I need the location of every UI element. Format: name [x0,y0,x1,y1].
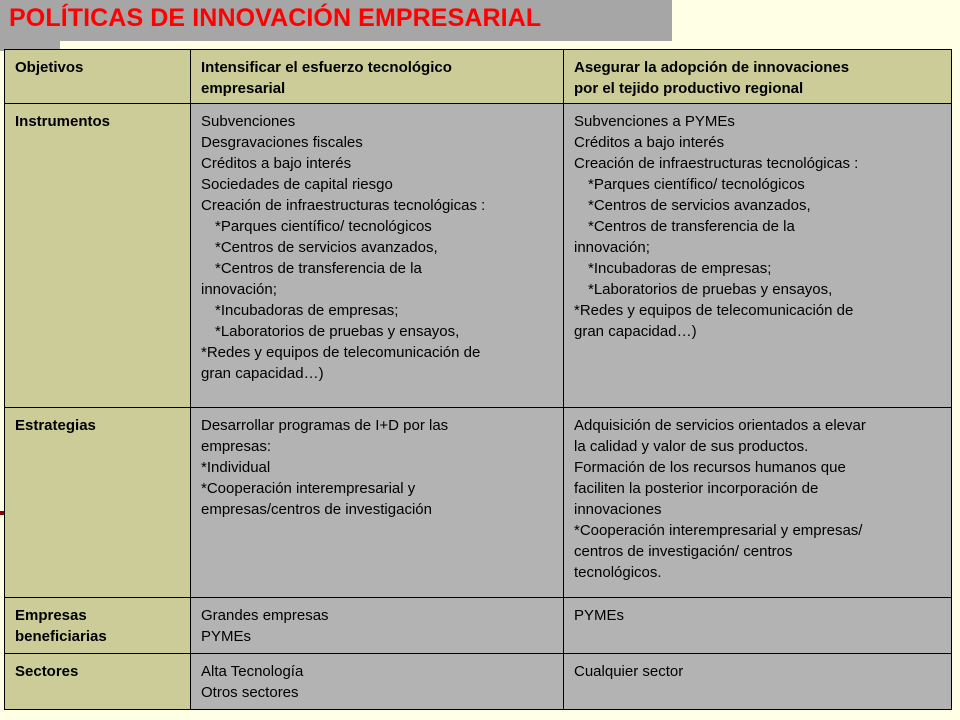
cell-line: la calidad y valor de sus productos. [574,438,809,455]
row-label-line: Sectores [15,663,79,680]
cell-line: Sociedades de capital riesgo [201,176,393,193]
cell-line: innovación; [574,239,650,256]
row-label-line: Estrategias [15,417,96,434]
cell-line: *Cooperación interempresarial y empresas/ [574,522,863,539]
cell-line: Desarrollar programas de I+D por las [201,417,449,434]
cell-line: *Parques científico/ tecnológicos [215,218,432,235]
cell-line: Creación de infraestructuras tecnológicas : [574,155,859,172]
cell-line: PYMEs [201,628,252,645]
row-label-empresas-beneficiarias [5,598,191,654]
cell-line: *Centros de servicios avanzados, [588,197,811,214]
row-label-estrategias [5,408,191,598]
header-col2 [191,50,564,104]
header-objetivos-text: Objetivos [15,59,84,76]
policy-table [4,49,952,710]
row-label-line: Empresas [15,607,87,624]
header-col2-line: empresarial [201,80,286,97]
cell-line: Grandes empresas [201,607,329,624]
cell-line: Otros sectores [201,684,299,701]
header-col3-line: por el tejido productivo regional [574,80,804,97]
cell-line: Créditos a bajo interés [201,155,352,172]
header-col3 [564,50,952,104]
header-col2-line: Intensificar el esfuerzo tecnológico [201,59,452,76]
slide-title: POLÍTICAS DE INNOVACIÓN EMPRESARIAL [9,4,542,32]
cell-line: *Laboratorios de pruebas y ensayos, [215,323,460,340]
instrumentos-col3 [564,104,952,408]
cell-line: Créditos a bajo interés [574,134,725,151]
header-col3-line: Asegurar la adopción de innovaciones [574,59,850,76]
row-label-instrumentos [5,104,191,408]
sectores-col3 [564,654,952,710]
cell-line: innovación; [201,281,277,298]
cell-line: empresas/centros de investigación [201,501,432,518]
cell-line: *Parques científico/ tecnológicos [588,176,805,193]
cell-line: *Cooperación interempresarial y [201,480,416,497]
empresas-col3 [564,598,952,654]
estrategias-col3 [564,408,952,598]
instrumentos-col2 [191,104,564,408]
cell-line: *Incubadoras de empresas; [215,302,399,319]
cell-line: gran capacidad…) [574,323,697,340]
cell-line: *Laboratorios de pruebas y ensayos, [588,281,833,298]
cell-line: gran capacidad…) [201,365,324,382]
sectores-col2 [191,654,564,710]
header-objetivos [5,50,191,104]
row-label-line: Instrumentos [15,113,111,130]
cell-line: faciliten la posterior incorporación de [574,480,819,497]
cell-line: *Centros de transferencia de la [215,260,422,277]
row-label-sectores [5,654,191,710]
cell-line: *Centros de transferencia de la [588,218,795,235]
empresas-col2 [191,598,564,654]
row-instrumentos [5,104,952,408]
cell-line: Alta Tecnología [201,663,304,680]
cell-line: innovaciones [574,501,662,518]
cell-line: *Redes y equipos de telecomunicación de [574,302,854,319]
cell-line: *Incubadoras de empresas; [588,260,772,277]
cell-line: PYMEs [574,607,625,624]
cell-line: Creación de infraestructuras tecnológicas : [201,197,486,214]
cell-line: Cualquier sector [574,663,684,680]
header-row [5,50,952,104]
cell-line: Desgravaciones fiscales [201,134,363,151]
cell-line: empresas: [201,438,272,455]
row-sectores [5,654,952,710]
cell-line: *Redes y equipos de telecomunicación de [201,344,481,361]
cell-line: Formación de los recursos humanos que [574,459,846,476]
cell-line: *Centros de servicios avanzados, [215,239,438,256]
row-estrategias [5,408,952,598]
row-label-line: beneficiarias [15,628,107,645]
cell-line: *Individual [201,459,271,476]
cell-line: Subvenciones [201,113,296,130]
cell-line: Adquisición de servicios orientados a elevar [574,417,866,434]
cell-line: tecnológicos. [574,564,662,581]
cell-line: Subvenciones a PYMEs [574,113,735,130]
row-empresas-beneficiarias [5,598,952,654]
cell-line: centros de investigación/ centros [574,543,793,560]
estrategias-col2 [191,408,564,598]
